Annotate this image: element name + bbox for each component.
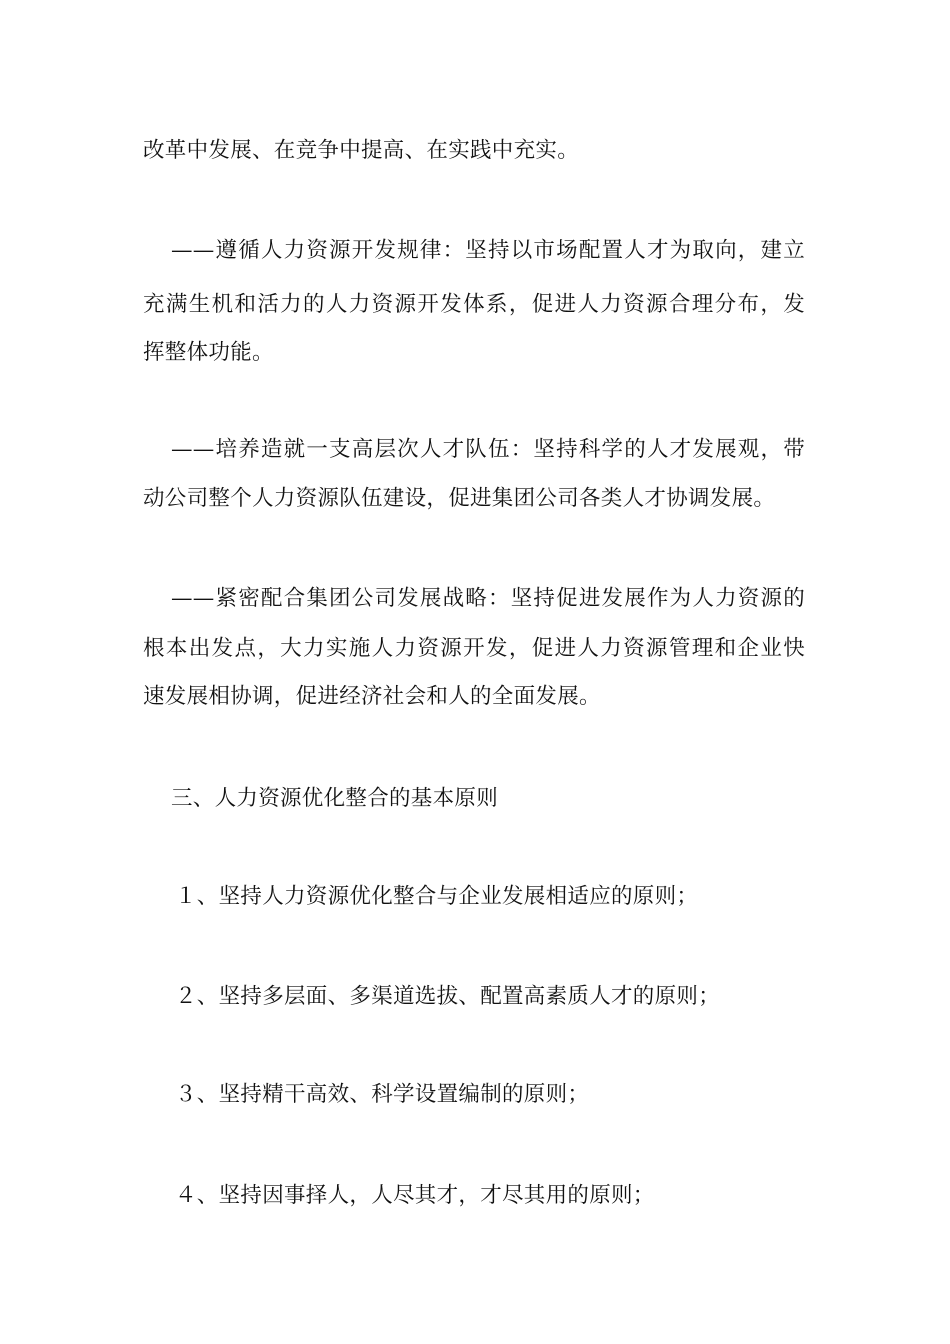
section-heading: 三、人力资源优化整合的基本原则 xyxy=(171,786,499,811)
goal-2-line-2: 动公司整个人力资源队伍建设，促进集团公司各类人才协调发展。 xyxy=(143,486,776,511)
principle-item: ２、坚持多层面、多渠道选拔、配置高素质人才的原则； xyxy=(175,984,721,1009)
goal-2-line-1: ——培养造就一支高层次人才队伍：坚持科学的人才发展观，带 xyxy=(171,437,805,462)
goal-3-line-2: 根本出发点，大力实施人力资源开发，促进人力资源管理和企业快 xyxy=(143,636,805,661)
goal-1-line-3: 挥整体功能。 xyxy=(143,340,274,365)
paragraph-line: 改革中发展、在竞争中提高、在实践中充实。 xyxy=(143,138,580,163)
principle-item: ３、坚持精干高效、科学设置编制的原则； xyxy=(175,1082,590,1107)
goal-3-line-3: 速发展相协调，促进经济社会和人的全面发展。 xyxy=(143,684,601,709)
goal-3-line-1: ——紧密配合集团公司发展战略：坚持促进发展作为人力资源的 xyxy=(171,586,805,611)
goal-1-line-2: 充满生机和活力的人力资源开发体系，促进人力资源合理分布，发 xyxy=(143,292,805,317)
goal-1-line-1: ——遵循人力资源开发规律：坚持以市场配置人才为取向，建立 xyxy=(171,238,805,263)
principle-item: １、坚持人力资源优化整合与企业发展相适应的原则； xyxy=(175,884,699,909)
principle-item: ４、坚持因事择人，人尽其才，才尽其用的原则； xyxy=(175,1183,655,1208)
